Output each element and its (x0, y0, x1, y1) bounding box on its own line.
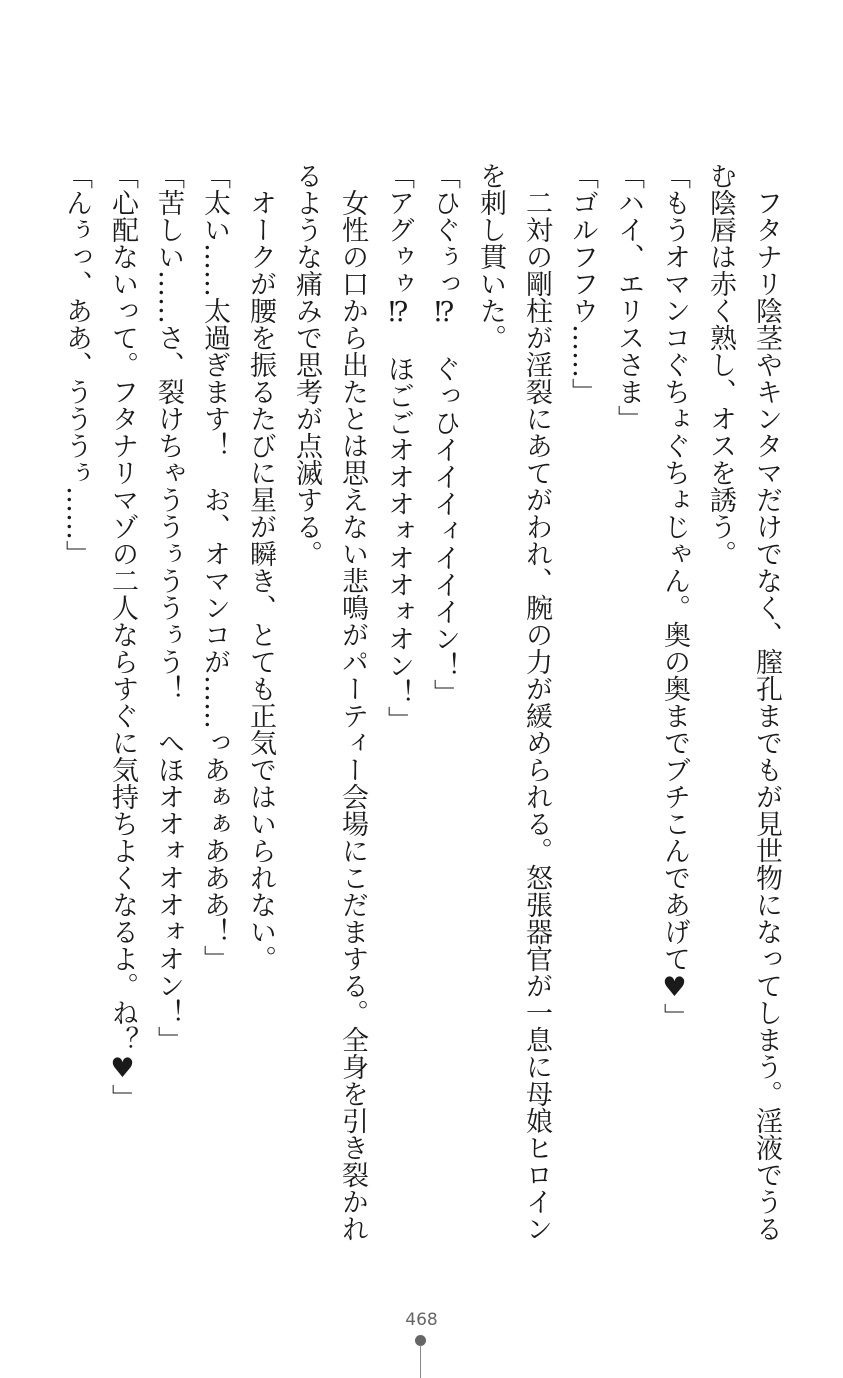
body-text (53, 162, 789, 1247)
text-line: 「もうオマンコぐちょぐちょじゃん。奥の奥までブチこんであげて♥」 (659, 162, 690, 1030)
text-line: るような痛みで思考が点滅する。 (291, 162, 322, 567)
text-line: 「ひぐぅっ⁉ ぐっひイイイィイイイン！」 (429, 162, 460, 706)
text-line: フタナリ陰茎やキンタマだけでなく、膣孔までもが見世物になってしまう。淫液でうる (751, 189, 782, 1242)
text-line: を刺し貫いた。 (475, 162, 506, 351)
text-line: 「苦しい……さ、裂けちゃううぅううぅう！ へほオオォオオォオン！」 (153, 162, 184, 1053)
text-line: 二対の剛柱が淫裂にあてがわれ、腕の力が緩められる。怒張器官が一息に母娘ヒロイン (521, 189, 552, 1242)
text-line: 「心配ないって。フタナリマゾの二人ならすぐに気持ちよくなるよ。ね？♥」 (107, 162, 138, 1111)
text-line: 「ハイ、エリスさま」 (613, 162, 644, 432)
page-marker-line (420, 1345, 421, 1378)
text-line: 「アグゥゥ⁉ ほごごオオオォオオォオン！」 (383, 162, 414, 733)
text-line: 「太い……太過ぎます！ お、オマンコが……っあぁぁあああ！」 (199, 162, 230, 972)
page-number: 468 (405, 1310, 438, 1330)
text-line: む陰唇は赤く熟し、オスを誘う。 (705, 162, 736, 567)
text-line: 「ゴルフフウ……」 (567, 162, 598, 405)
text-line: 女性の口から出たとは思えない悲鳴がパーティー会場にこだまする。全身を引き裂かれ (337, 189, 368, 1242)
text-line: オークが腰を振るたびに星が瞬き、とても正気ではいられない。 (245, 189, 276, 972)
text-line: 「んぅっ、ああ、うううぅ……」 (61, 162, 92, 567)
